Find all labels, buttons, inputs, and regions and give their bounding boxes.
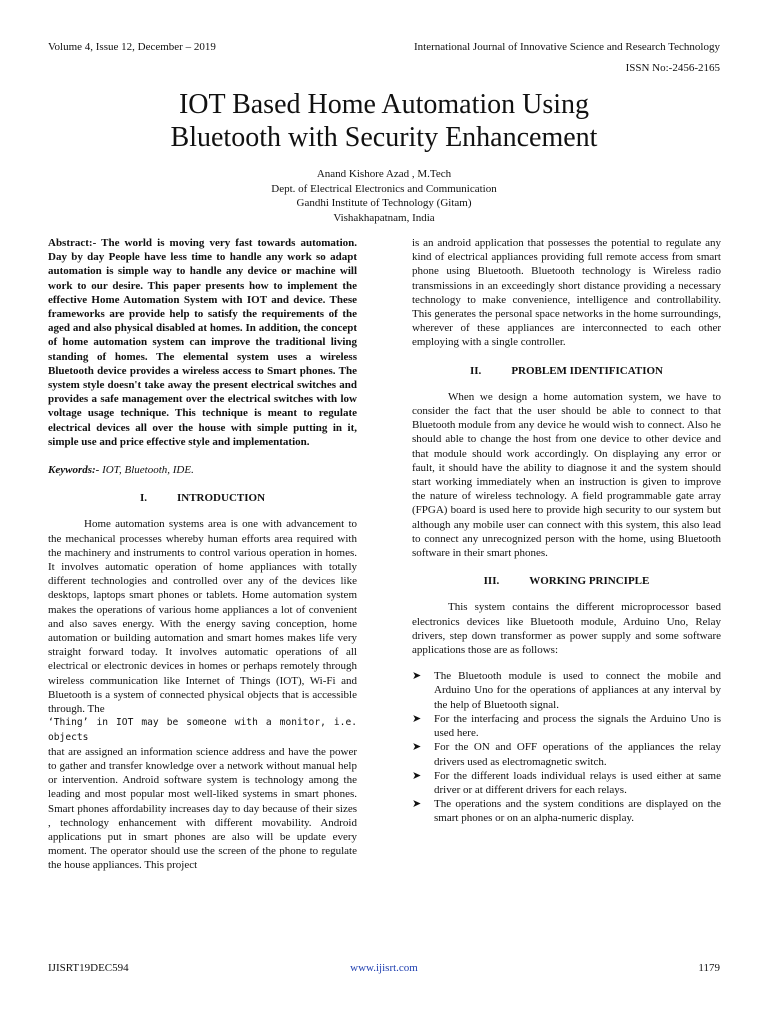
list-item-text: For the interfacing and process the signals the Arduino Uno is used here.	[434, 712, 721, 740]
author-name: Anand Kishore Azad , M.Tech	[316, 168, 452, 180]
section-title: INTRODUCTION	[177, 492, 266, 505]
section-heading-problem	[412, 364, 721, 378]
author-institute: Gandhi Institute of Technology (Gitam)	[296, 197, 472, 209]
section-heading-working	[412, 574, 721, 588]
section-number: II.	[470, 364, 482, 377]
author-location: Vishakhapatnam, India	[333, 211, 435, 224]
title-line-1: IOT Based Home Automation Using	[178, 89, 590, 120]
arrow-bullet-icon: ➤	[412, 670, 422, 683]
section-number: I.	[139, 492, 147, 505]
list-item	[412, 669, 721, 712]
intro-paragraph-right: is an android application that possesses the potential to regulate any kind of electrical appliances providing full remote access from smart phone using Bluetooth. Bluetooth technology is Wireless radio transmissions in an exceedingly short distance providing a necessary technology to make convenience, intelligence and controllability. This generates the personal space networks in the home surroundings, wherever of these appliances are interconnected to each other employing with a single controller.	[412, 237, 721, 349]
list-item	[412, 769, 721, 797]
author-block	[48, 167, 720, 225]
header-volume: Volume 4, Issue 12, December – 2019	[48, 41, 216, 53]
footer-url-wrap	[0, 962, 768, 974]
intro-paragraph: Home automation systems area is one with advancement to the mechanical processes whereby human efforts area required with the machinery and instruments to control various operation in homes. It involves automatic operation of home appliances with totally different technologies and controlled over any of the devices like desktops, laptops smart phones or tablets. Home automation system makes the operations of various home appliances a lot of convenient and also saves energy. With the energy saving conception, home automation or building automation and smart homes makes life very straight forward today. It involves automatic operations of all electrical or electronic devices in homes or perhaps remotely through wireless communication like Internet of Things (IOT), Wi-Fi and Bluetooth is a system of connected physical objects that is accessible through. The	[48, 518, 357, 716]
list-item-text: For the ON and OFF operations of the appliances the relay drivers used as electromagnetic switch.	[434, 741, 721, 768]
keywords-text: IOT, Bluetooth, IDE.	[99, 464, 194, 477]
working-paragraph: This system contains the different microprocessor based electronics devices like Bluetooth module, Arduino Uno, Relay drivers, step down transformer as power supply and some software applications those are as follows:	[412, 601, 721, 657]
section-title: PROBLEM IDENTIFICATION	[511, 364, 663, 377]
arrow-bullet-icon: ➤	[412, 712, 422, 725]
working-bullet-list	[412, 669, 721, 825]
header-issn: ISSN No:-2456-2165	[625, 62, 720, 74]
section-title: WORKING PRINCIPLE	[529, 575, 650, 588]
header-journal: International Journal of Innovative Science and Research Technology	[413, 41, 720, 53]
arrow-bullet-icon: ➤	[412, 741, 422, 754]
footer-url-link[interactable]: www.ijisrt.com	[350, 962, 418, 974]
list-item	[412, 797, 721, 825]
footer-page-number: 1179	[698, 962, 720, 974]
list-item	[412, 740, 721, 768]
section-number: III.	[483, 575, 500, 588]
arrow-bullet-icon: ➤	[412, 798, 422, 811]
list-item-text: The operations and the system conditions are displayed on the smart phones or on an alpha-numeric display.	[434, 798, 721, 825]
intro-thing-line: ‘Thing’ in IOT may be someone with a monitor, i.e. objects	[48, 717, 357, 743]
footer-code: IJISRT19DEC594	[48, 962, 129, 974]
section-heading-introduction	[48, 491, 357, 505]
right-column	[412, 236, 721, 826]
author-dept: Dept. of Electrical Electronics and Communication	[271, 182, 497, 195]
paper-title	[48, 88, 720, 154]
list-item-text: For the different loads individual relays is used either at same driver or at different drivers for each relays.	[434, 769, 721, 796]
keywords-label: Keywords:-	[48, 464, 100, 477]
list-item-text: The Bluetooth module is used to connect the mobile and Arduino Uno for the operations of appliances at any interval by the help of Bluetooth signal.	[434, 670, 721, 711]
abstract: Abstract:- The world is moving very fast towards automation. Day by day People have less time to handle any work so adapt automation is simple way to handle any device or machine will work to our desire. This paper presents how to implement the effective Home Automation System with IOT and device. These frameworks are provide help to satisfy the requirements of the aged and also physical disabled at homes. In addition, the concept of home automation system can improve the traditional living standing of homes. The elemental system uses a wireless Bluetooth device provides a wireless access to Smart phones. The system style doesn't take away the present electrical switches and provides a safe management over the electrical switches with low voltage usage technique. This technique is meant to regulate electrical devices all over the house with simple putting in it, simple use and price effective style and implementation.	[48, 237, 357, 448]
problem-paragraph: When we design a home automation system, we have to consider the fact that the user should be able to connect to that Bluetooth module from any device he would wish to connect. Also he should able to change the host from one device to other device and that module should work accordingly. On displaying any error or fault, it should have the ability to diagnose it and the system should start working immediately when an instruction is given to improve the nature of wireless technology. A field programmable gate array (FPGA) board is used here to provide high security to our system but although any mobile user can connect with this system, this also lead to connect any unrecognized person with the home, using Bluetooth software in their smart phones.	[412, 390, 721, 560]
intro-paragraph-continued: that are assigned an information science address and have the power to gather and transfer knowledge over a network without manual help or intervention. Android software system is technology among the leading and most popular most well-liked systems in smart phones. Smart phones affordability increases day to day because of their sizes , technology enhancement with different movability. Android applications put in smart phones are also will be update every moment. The operator should use the screen of the phone to regulate the house appliances. This project	[48, 745, 357, 872]
arrow-bullet-icon: ➤	[412, 769, 422, 782]
left-column	[48, 236, 357, 873]
title-line-2: Bluetooth with Security Enhancement	[170, 122, 598, 153]
keywords	[48, 463, 357, 477]
list-item	[412, 712, 721, 740]
